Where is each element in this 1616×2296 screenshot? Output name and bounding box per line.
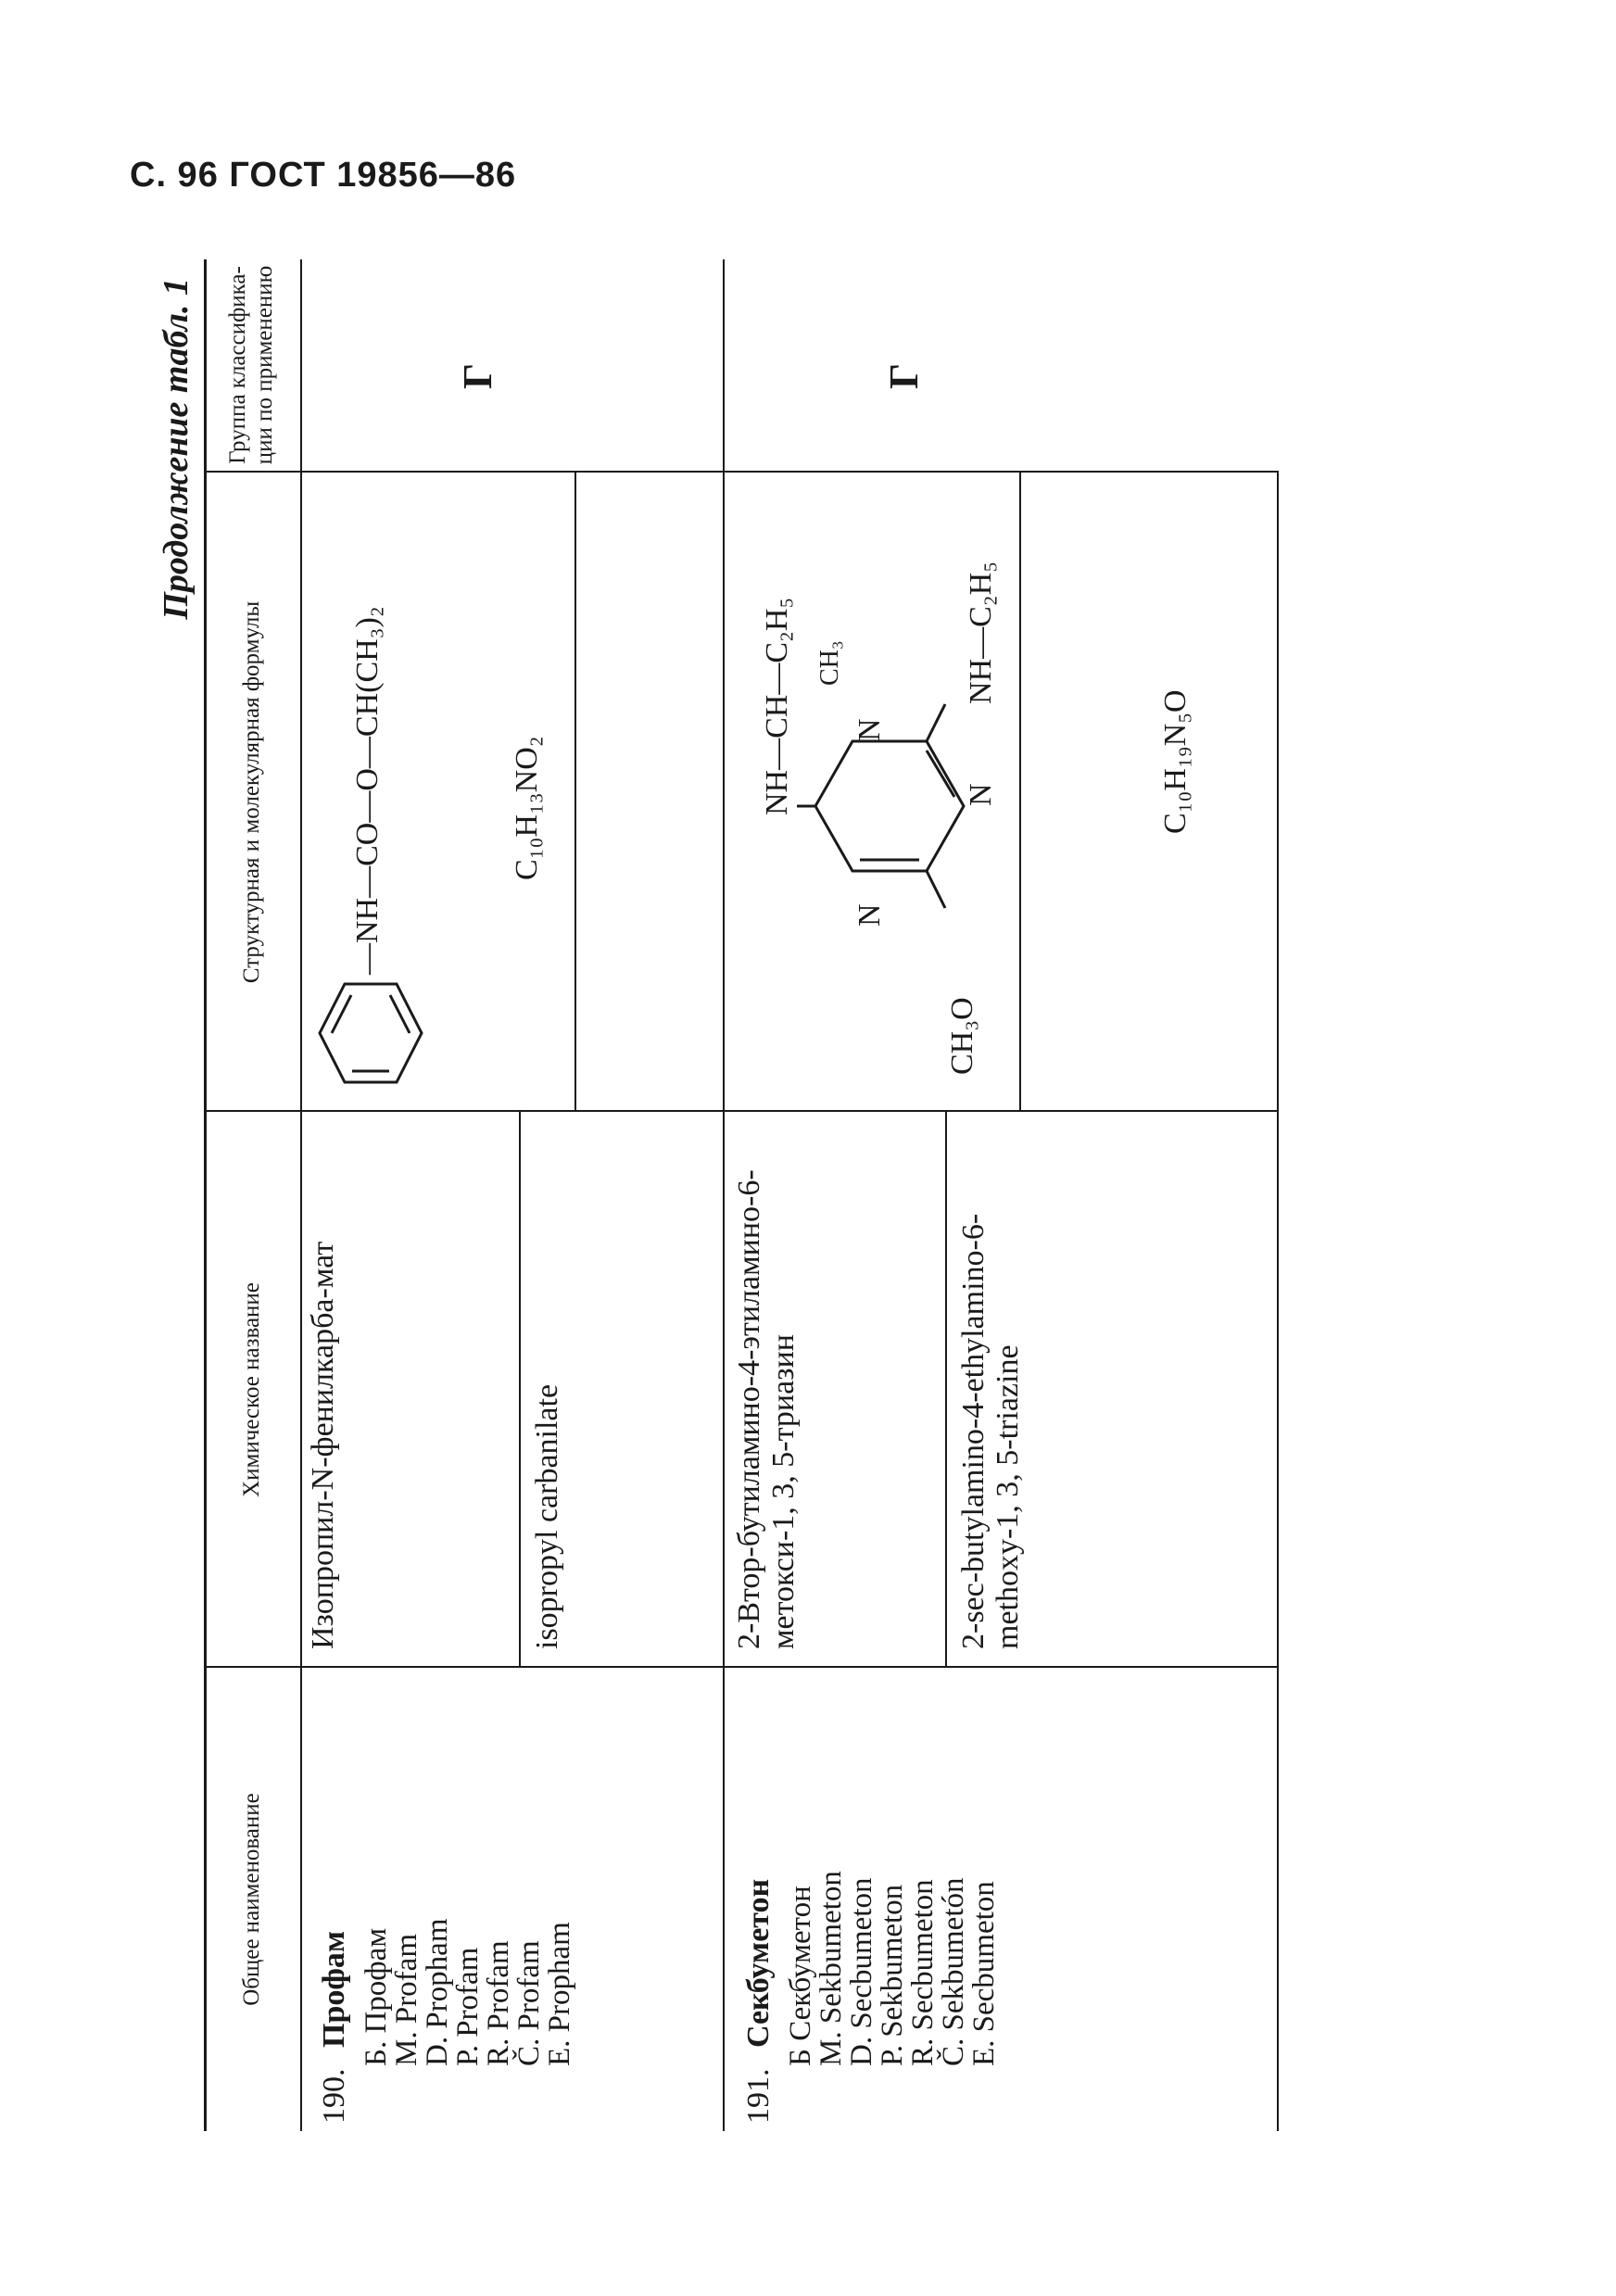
chem-name-en: 2-sec-butylamino-4-ethylamino-6-methoxy-1, 3, 5-triazine: [956, 1213, 1026, 1649]
row-number: 191.: [741, 2068, 776, 2124]
data-table: [204, 259, 1344, 2131]
page-header: С. 96 ГОСТ 19856—86: [130, 156, 517, 195]
table-bottom-rule: [1277, 473, 1279, 2131]
header-group: Группа классифика-ции по применению: [225, 265, 277, 465]
common-name: Секбуметон: [741, 1878, 776, 2048]
ring-n-3: N: [852, 718, 887, 741]
chem-name-ru: Изопропил-N-фенилкарба-мат: [306, 1241, 340, 1649]
common-name: Профам: [317, 1930, 351, 2048]
molecular-formula: C₁₀H₁₃NO₂: [510, 736, 544, 880]
table-caption: Продолжение табл. 1: [157, 278, 196, 620]
triazine-ring-structure: [797, 686, 1001, 927]
group-label: Г: [881, 363, 927, 389]
header-common-name: Общее наименование: [238, 1793, 264, 2006]
chem-name-en: isopropyl carbanilate: [530, 1383, 564, 1649]
ring-n-1: N: [852, 903, 887, 927]
rotated-table-block: [148, 259, 1353, 2131]
synonym-list: Б Секбуметон M. Sekbumeton D. Secbumeton P. Sekbumeton R. Secbumeton Č. Sekbumetón E. Secbumeton: [784, 1871, 1001, 2066]
header-formula: Структурная и молекулярная формулы: [238, 600, 264, 984]
col-divider-1: [204, 1666, 1279, 1668]
sub-divider-formula-2: [1019, 473, 1021, 1112]
ring-n-2: N: [964, 783, 998, 806]
sub-divider-formula-1: [574, 473, 576, 1112]
row-number: 190.: [317, 2068, 351, 2124]
methoxy-group: CH₃O: [945, 997, 979, 1075]
molecular-formula: C₁₀H₁₉N₅O: [1158, 689, 1193, 834]
group-label: Г: [455, 363, 500, 389]
benzene-ring-structure: [315, 973, 426, 1093]
synonym-list: Б. Профам М. Profam D. Propham P. Profam R. Profam Č. Profam E. Propham: [360, 1918, 576, 2066]
col-divider-2: [204, 1110, 1279, 1112]
col-divider-3: [204, 471, 1279, 473]
row-divider: [723, 259, 725, 2131]
butylamino-group: NH—CH—C₂H₅: [760, 597, 794, 815]
header-rule: [300, 259, 302, 2131]
sub-divider-chem-2: [945, 1112, 947, 1668]
ethylamino-group: NH—C₂H₅: [964, 561, 998, 704]
methyl-group: CH₃: [815, 640, 844, 686]
structural-formula: —NH—CO—O—CH(CH₃)₂: [350, 606, 385, 975]
sub-divider-chem-1: [519, 1112, 521, 1668]
chem-name-ru: 2-Втор-бутиламино-4-этиламино-6-метокси-1, 3, 5-триазин: [732, 1169, 802, 1649]
header-chem-name: Химическое название: [238, 1282, 264, 1497]
